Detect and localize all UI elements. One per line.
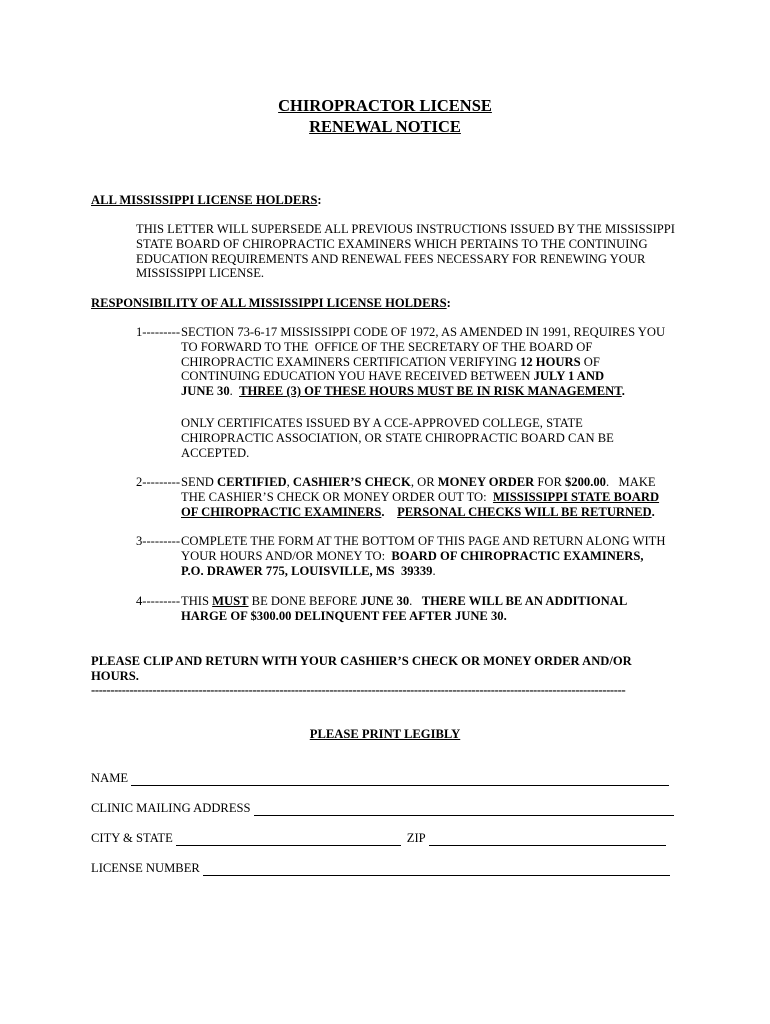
form-heading: PLEASE PRINT LEGIBLY: [309, 727, 461, 741]
clip-notice: PLEASE CLIP AND RETURN WITH YOUR CASHIER’S CHECK OR MONEY ORDER AND/OR HOURS.: [91, 654, 632, 683]
responsibility-heading: RESPONSIBILITY OF ALL MISSISSIPPI LICENSE HOLDERS:: [91, 296, 451, 310]
item-body: SEND CERTIFIED, CASHIER’S CHECK, OR MONEY ORDER FOR $200.00. MAKE THE CASHIER’S CHECK OR MONEY ORDER OUT TO: MISSISSIPPI STATE BOARD OF CHIROPRACTIC EXAMINERS. PERSONAL CHECKS WILL BE RETURNED.: [181, 475, 660, 519]
item-1: [136, 325, 665, 399]
item-number: 2---------: [136, 475, 181, 489]
page-subtitle: RENEWAL NOTICE: [309, 117, 461, 136]
intro-line: EDUCATION REQUIREMENTS AND RENEWAL FEES NECESSARY FOR RENEWING YOUR: [136, 251, 646, 266]
license-number-label: LICENSE NUMBER: [91, 861, 200, 875]
intro-line: STATE BOARD OF CHIROPRACTIC EXAMINERS WHICH PERTAINS TO THE CONTINUING: [136, 236, 648, 251]
item-body: COMPLETE THE FORM AT THE BOTTOM OF THIS PAGE AND RETURN ALONG WITH YOUR HOURS AND/OR MONEY TO: BOARD OF CHIROPRACTIC EXAMINERS, P.O. DRAWER 775, LOUISVILLE, MS 39339.: [181, 534, 666, 578]
item-number: 4---------: [136, 594, 181, 608]
license-number-field[interactable]: [91, 861, 670, 876]
item-number: 3---------: [136, 534, 181, 548]
clinic-mailing-address-field[interactable]: [91, 801, 674, 816]
zip-label: ZIP: [406, 831, 426, 845]
city-state-label: CITY & STATE: [91, 831, 173, 845]
license-number-input-line[interactable]: [203, 864, 670, 876]
address-label: CLINIC MAILING ADDRESS: [91, 801, 251, 815]
page-title: CHIROPRACTOR LICENSE: [278, 96, 492, 115]
item-2: [136, 475, 659, 519]
name-field[interactable]: [91, 771, 669, 786]
intro-paragraph: [136, 222, 675, 281]
item-3: [136, 534, 665, 578]
zip-input-line[interactable]: [429, 834, 666, 846]
name-label: NAME: [91, 771, 129, 785]
cut-line: -------------------------------------------------------------------------------------------------------------------------------------------: [91, 683, 626, 697]
intro-line: MISSISSIPPI LICENSE.: [136, 266, 265, 281]
item-4: [136, 594, 627, 624]
item-body: THIS MUST BE DONE BEFORE JUNE 30. THERE WILL BE AN ADDITIONAL HARGE OF $300.00 DELINQUENT FEE AFTER JUNE 30.: [181, 594, 628, 623]
address-input-line[interactable]: [254, 804, 674, 816]
intro-line: THIS LETTER WILL SUPERSEDE ALL PREVIOUS INSTRUCTIONS ISSUED BY THE MISSISSIPPI: [136, 222, 676, 236]
item-1-note: ONLY CERTIFICATES ISSUED BY A CCE-APPROVED COLLEGE, STATE CHIROPRACTIC ASSOCIATION, OR STATE CHIROPRACTIC BOARD CAN BE ACCEPTED.: [181, 416, 614, 460]
city-state-input-line[interactable]: [176, 834, 401, 846]
item-number: 1---------: [136, 325, 181, 339]
item-body: SECTION 73-6-17 MISSISSIPPI CODE OF 1972, AS AMENDED IN 1991, REQUIRES YOU TO FORWARD TO THE OFFICE OF THE SECRETARY OF THE BOARD OF CHIROPRACTIC EXAMINERS CERTIFICATION VERIFYING 12 HOURS OF CONTINUING EDUCATION YOU HAVE RECEIVED BETWEEN JULY 1 AND JUNE 30. THREE (3) OF THESE HOURS MUST BE IN RISK MANAGEMENT.: [181, 325, 666, 399]
city-state-zip-field[interactable]: [91, 831, 666, 846]
intro-heading: ALL MISSISSIPPI LICENSE HOLDERS:: [91, 193, 322, 207]
name-input-line[interactable]: [131, 774, 669, 786]
